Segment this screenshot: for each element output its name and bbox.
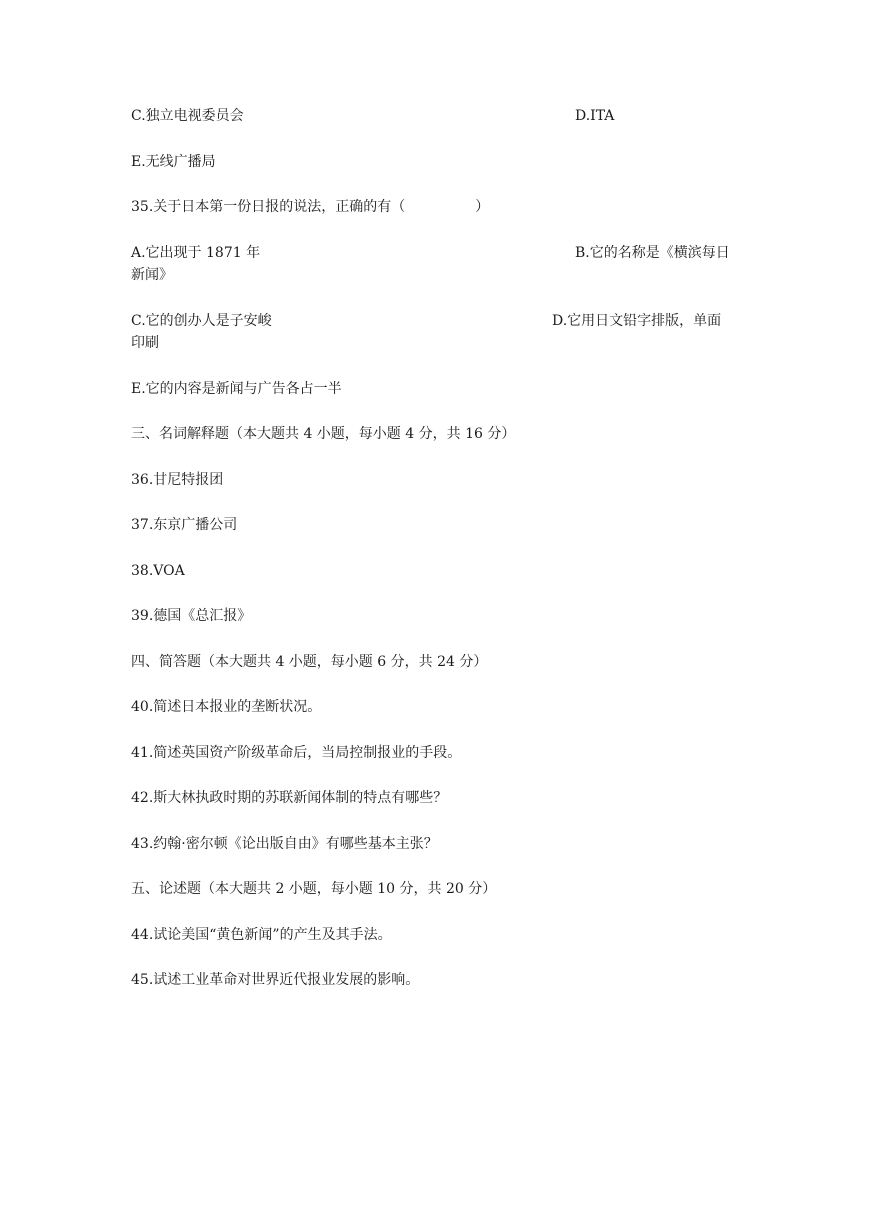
section4-heading: 四、简答题（本大题共 4 小题，每小题 6 分，共 24 分） (131, 654, 488, 670)
q35-stem: 35.关于日本第一份日报的说法，正确的有（ ） (131, 199, 490, 215)
section5-heading: 五、论述题（本大题共 2 小题，每小题 10 分，共 20 分） (131, 881, 497, 897)
question-37: 37.东京广播公司 (131, 517, 238, 533)
question-42: 42.斯大林执政时期的苏联新闻体制的特点有哪些？ (131, 790, 448, 806)
question-38: 38.VOA (131, 563, 185, 579)
q34-option-d: D.ITA (575, 108, 615, 124)
q35-option-d-continued: 印刷 (131, 335, 159, 351)
q35-option-a: A.它出现于 1871 年 (131, 245, 261, 261)
q35-option-d: D.它用日文铅字排版，单面 (552, 313, 722, 329)
question-44: 44.试论美国“黄色新闻”的产生及其手法。 (131, 927, 392, 943)
q35-option-c: C.它的创办人是子安峻 (131, 313, 272, 329)
question-43: 43.约翰·密尔顿《论出版自由》有哪些基本主张？ (131, 836, 438, 852)
q35-option-e: E.它的内容是新闻与广告各占一半 (131, 381, 342, 397)
question-39: 39.德国《总汇报》 (131, 608, 252, 624)
question-36: 36.甘尼特报团 (131, 472, 224, 488)
question-41: 41.简述英国资产阶级革命后，当局控制报业的手段。 (131, 745, 462, 761)
section3-heading: 三、名词解释题（本大题共 4 小题，每小题 4 分，共 16 分） (131, 426, 516, 442)
q35-options-cd (131, 310, 741, 354)
q35-option-b: B.它的名称是《横滨每日 (575, 245, 730, 261)
q34-option-c: C.独立电视委员会 (131, 108, 244, 124)
q35-options-ab (131, 242, 741, 286)
question-45: 45.试述工业革命对世界近代报业发展的影响。 (131, 972, 420, 988)
question-40: 40.简述日本报业的垄断状况。 (131, 699, 322, 715)
q35-option-b-continued: 新闻》 (131, 267, 173, 283)
q34-option-e: E.无线广播局 (131, 154, 216, 170)
